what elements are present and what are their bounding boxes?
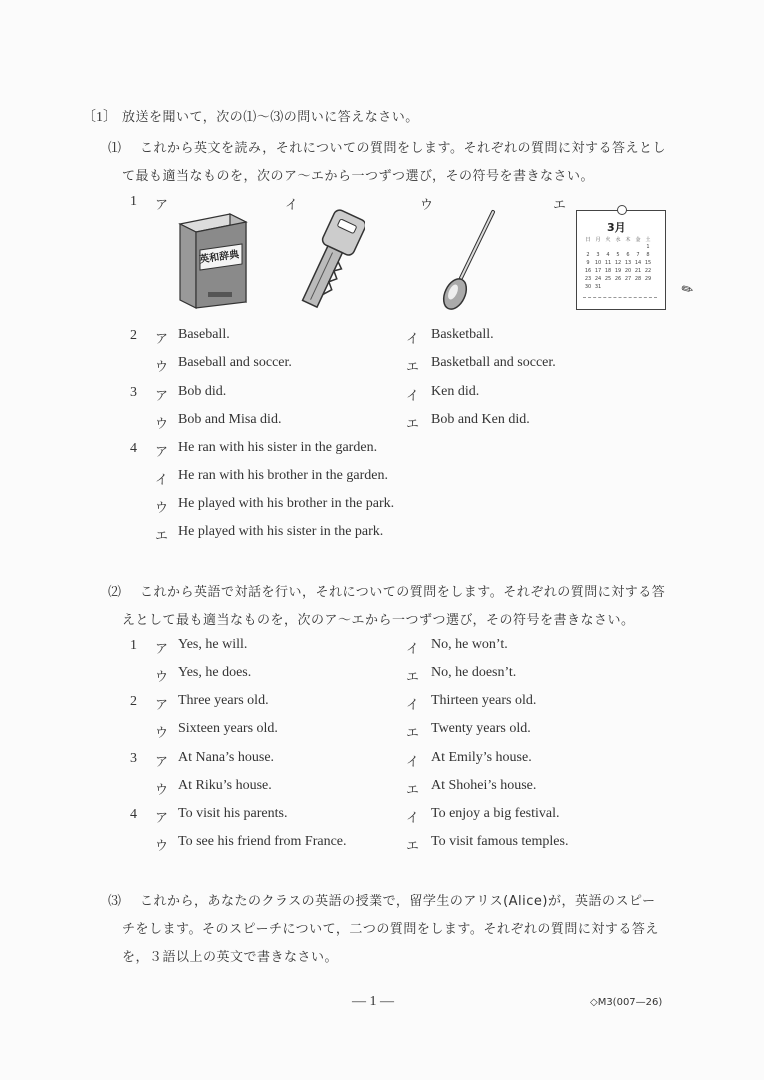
p1q4-b-mark: イ — [155, 473, 169, 488]
p2q3-a-text: At Nana’s house. — [178, 750, 275, 765]
p2q2-c-mark: ウ — [155, 726, 169, 741]
p1q3-b-text: Ken did. — [431, 384, 480, 399]
p1q4-c-text: He played with his brother in the park. — [178, 496, 395, 511]
dictionary-title: 英和辞典 — [198, 249, 240, 266]
calendar-divider — [583, 297, 657, 298]
p1q4-c-mark: ウ — [155, 501, 169, 516]
calendar-day: 8 — [646, 252, 650, 258]
p2q4-number: 4 — [130, 807, 137, 822]
calendar-day: 10 — [594, 260, 602, 266]
calendar-weekday: 火 — [605, 236, 611, 243]
p2q4-b-mark: イ — [406, 811, 420, 826]
exam-code: ◇M3(007—26) — [590, 997, 663, 1008]
p2q1-a-text: Yes, he will. — [178, 637, 248, 652]
calendar-day — [603, 283, 613, 291]
p2q3-d-mark: エ — [406, 783, 420, 798]
p1q4-a-text: He ran with his sister in the garden. — [178, 440, 378, 455]
calendar-day: 14 — [634, 260, 642, 266]
p1q4-number: 4 — [130, 441, 137, 456]
p2q2-d-mark: エ — [406, 726, 420, 741]
p2q4-a-text: To visit his parents. — [178, 806, 288, 821]
calendar-weekday: 水 — [615, 236, 621, 243]
calendar-day: 6 — [626, 252, 630, 258]
p1q1-choice-a-label: ア — [155, 198, 169, 213]
p1q4-d-mark: エ — [155, 529, 169, 544]
key-picture — [295, 208, 365, 313]
calendar-day: 1 — [646, 244, 650, 250]
p1q3-c-text: Bob and Misa did. — [178, 412, 282, 427]
calendar-day: 30 — [584, 284, 592, 290]
calendar-day: 31 — [594, 284, 602, 290]
p2q4-d-text: To visit famous temples. — [431, 834, 569, 849]
p1q2-a-mark: ア — [155, 332, 169, 347]
p2q2-b-mark: イ — [406, 698, 420, 713]
part2-instruction-line1: これから英語で対話を行い，それについての質問をします。それぞれの質問に対する答 — [140, 585, 666, 600]
p2q4-b-text: To enjoy a big festival. — [431, 806, 560, 821]
calendar-day: 11 — [604, 260, 612, 266]
calendar-weekday: 日 — [585, 236, 591, 243]
p2q1-d-text: No, he doesn’t. — [431, 665, 517, 680]
p2q2-number: 2 — [130, 694, 137, 709]
calendar-day: 22 — [644, 268, 652, 274]
calendar-week-row — [583, 243, 653, 251]
p1q3-a-mark: ア — [155, 389, 169, 404]
p2q2-a-mark: ア — [155, 698, 169, 713]
part1-label: ⑴ — [108, 141, 122, 156]
p1q2-c-text: Baseball and soccer. — [178, 355, 292, 370]
part3-instruction-line2: チをします。そのスピーチについて，二つの質問をします。それぞれの質問に対する答え — [122, 922, 659, 937]
calendar-day — [603, 243, 613, 251]
p2q3-b-mark: イ — [406, 755, 420, 770]
p2q3-b-text: At Emily’s house. — [431, 750, 532, 765]
calendar-day — [613, 243, 623, 251]
calendar-day: 18 — [604, 268, 612, 274]
p2q2-d-text: Twenty years old. — [431, 721, 531, 736]
calendar-picture — [576, 210, 666, 310]
part1-instruction-line2: て最も適当なものを，次のア～エから一つずつ選び，その符号を書きなさい。 — [122, 169, 594, 184]
section-instruction: 放送を聞いて，次の⑴～⑶の問いに答えなさい。 — [122, 110, 419, 125]
part3-instruction-line3: を，３語以上の英文で書きなさい。 — [122, 950, 339, 965]
calendar-day: 19 — [614, 268, 622, 274]
p1q3-number: 3 — [130, 385, 137, 400]
calendar-day: 16 — [584, 268, 592, 274]
calendar-day: 25 — [604, 276, 612, 282]
calendar-week-row — [583, 267, 653, 275]
p2q2-c-text: Sixteen years old. — [178, 721, 278, 736]
calendar-weekday: 木 — [625, 236, 631, 243]
calendar-day: 24 — [594, 276, 602, 282]
calendar-day — [633, 283, 643, 291]
p2q3-number: 3 — [130, 751, 137, 766]
p2q1-c-text: Yes, he does. — [178, 665, 252, 680]
calendar-weekday: 金 — [635, 236, 641, 243]
p1q2-d-text: Basketball and soccer. — [431, 355, 556, 370]
p2q1-d-mark: エ — [406, 670, 420, 685]
p1q4-a-mark: ア — [155, 445, 169, 460]
calendar-weekday-row — [583, 235, 653, 243]
calendar-day: 28 — [634, 276, 642, 282]
p2q3-c-text: At Riku’s house. — [178, 778, 272, 793]
calendar-week-row — [583, 283, 653, 291]
section-number: 〔1〕 — [82, 110, 117, 125]
p1q2-c-mark: ウ — [155, 360, 169, 375]
part3-instruction-line1: これから，あなたのクラスの英語の授業で，留学生のアリス(Alice)が，英語のスピー — [140, 894, 656, 909]
p1q1-choice-c-label: ウ — [420, 198, 434, 213]
p2q4-a-mark: ア — [155, 811, 169, 826]
calendar-week-row — [583, 275, 653, 283]
calendar-day: 27 — [624, 276, 632, 282]
calendar-day: 7 — [636, 252, 640, 258]
calendar-day: 17 — [594, 268, 602, 274]
calendar-day — [643, 283, 653, 291]
calendar-day — [623, 283, 633, 291]
calendar-day — [593, 243, 603, 251]
p2q3-d-text: At Shohei’s house. — [431, 778, 537, 793]
p2q3-a-mark: ア — [155, 755, 169, 770]
p2q1-b-mark: イ — [406, 642, 420, 657]
p1q2-d-mark: エ — [406, 360, 420, 375]
p2q3-c-mark: ウ — [155, 783, 169, 798]
part1-instruction-line1: これから英文を読み，それについての質問をします。それぞれの質問に対する答えとし — [140, 141, 666, 156]
calendar-week-row — [583, 259, 653, 267]
p1q4-b-text: He ran with his brother in the garden. — [178, 468, 388, 483]
p1q1-number: 1 — [130, 194, 137, 209]
calendar-week-row — [583, 251, 653, 259]
p2q2-a-text: Three years old. — [178, 693, 269, 708]
p2q1-c-mark: ウ — [155, 670, 169, 685]
p1q2-a-text: Baseball. — [178, 327, 230, 342]
calendar-day — [583, 243, 593, 251]
p1q2-number: 2 — [130, 328, 137, 343]
calendar-day: 26 — [614, 276, 622, 282]
p1q3-b-mark: イ — [406, 389, 420, 404]
p2q2-b-text: Thirteen years old. — [431, 693, 537, 708]
dictionary-picture — [172, 210, 250, 310]
p1q2-b-text: Basketball. — [431, 327, 494, 342]
calendar-hook-icon — [617, 205, 627, 215]
calendar-day: 23 — [584, 276, 592, 282]
calendar-day: 9 — [586, 260, 590, 266]
calendar-weekday: 土 — [645, 236, 651, 243]
p1q3-d-mark: エ — [406, 417, 420, 432]
p1q1-choice-b-label: イ — [285, 198, 299, 213]
calendar-grid — [583, 235, 653, 291]
calendar-day: 20 — [624, 268, 632, 274]
p2q1-a-mark: ア — [155, 642, 169, 657]
part2-label: ⑵ — [108, 585, 122, 600]
calendar-day — [613, 283, 623, 291]
calendar-day: 3 — [596, 252, 600, 258]
p1q3-a-text: Bob did. — [178, 384, 227, 399]
calendar-day: 5 — [616, 252, 620, 258]
spoon-picture — [435, 208, 505, 314]
part3-label: ⑶ — [108, 894, 122, 909]
p1q3-c-mark: ウ — [155, 417, 169, 432]
pen-mark-icon: ✎ — [678, 280, 697, 300]
p1q3-d-text: Bob and Ken did. — [431, 412, 530, 427]
p2q4-c-text: To see his friend from France. — [178, 834, 347, 849]
calendar-day: 13 — [624, 260, 632, 266]
p2q1-b-text: No, he won’t. — [431, 637, 508, 652]
calendar-day: 29 — [644, 276, 652, 282]
p1q4-d-text: He played with his sister in the park. — [178, 524, 384, 539]
calendar-day — [633, 243, 643, 251]
calendar-day: 15 — [644, 260, 652, 266]
calendar-day: 21 — [634, 268, 642, 274]
calendar-day: 4 — [606, 252, 610, 258]
p1q1-choice-d-label: エ — [553, 198, 567, 213]
part2-instruction-line2: えとして最も適当なものを，次のア～エから一つずつ選び，その符号を書きなさい。 — [122, 613, 635, 628]
calendar-day: 2 — [586, 252, 590, 258]
p2q4-d-mark: エ — [406, 839, 420, 854]
calendar-day — [623, 243, 633, 251]
page-number: — 1 — — [352, 994, 394, 1009]
calendar-month: 3月 — [607, 221, 626, 234]
calendar-day: 12 — [614, 260, 622, 266]
calendar-weekday: 月 — [595, 236, 601, 243]
p2q1-number: 1 — [130, 638, 137, 653]
p2q4-c-mark: ウ — [155, 839, 169, 854]
p1q2-b-mark: イ — [406, 332, 420, 347]
